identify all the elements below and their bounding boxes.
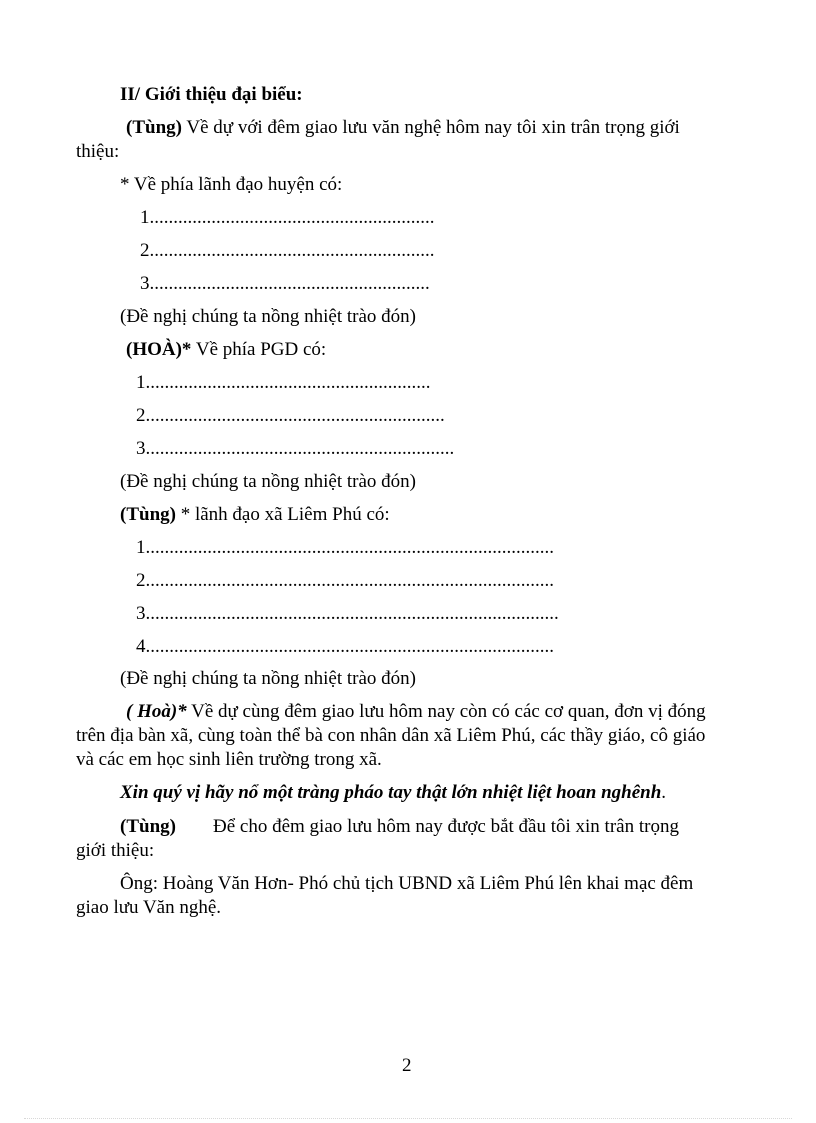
pgd-item-3: 3................................................................. [136, 438, 455, 459]
hoa-para-line-2: trên địa bàn xã, cùng toàn thể bà con nhân dân xã Liêm Phú, các thầy giáo, cô giáo [76, 725, 706, 746]
section-title: II/ Giới thiệu đại biểu: [120, 84, 303, 105]
intro-line-1 [126, 116, 680, 140]
applause-note-2: (Đề nghị chúng ta nồng nhiệt trào đón) [120, 471, 417, 492]
hoa-para-text: Về dự cùng đêm giao lưu hôm nay còn có các cơ quan, đơn vị đóng [186, 701, 706, 722]
speaker-label: (Tùng) [126, 117, 182, 138]
applause-call [120, 781, 666, 805]
applause-call-period: . [661, 782, 667, 803]
commune-item-2: 2...................................................................................... [136, 570, 554, 591]
commune-item-1: 1...................................................................................... [136, 537, 554, 558]
hoa-para-line-1 [126, 700, 706, 724]
speaker-intro-line-1: Ông: Hoàng Văn Hơn- Phó chủ tịch UBND xã Liêm Phú lên khai mạc đêm [120, 873, 694, 894]
applause-note-3: (Đề nghị chúng ta nồng nhiệt trào đón) [120, 668, 417, 689]
district-heading: * Về phía lãnh đạo huyện có: [120, 174, 343, 195]
commune-item-4: 4...................................................................................... [136, 636, 554, 657]
page-bottom-divider [24, 1118, 792, 1119]
pgd-text: Về phía PGD có: [191, 339, 327, 360]
applause-call-text: Xin quý vị hãy nổ một tràng pháo tay thật lớn nhiệt liệt hoan nghênh [120, 782, 662, 803]
pgd-item-2: 2............................................................... [136, 405, 445, 426]
intro-line-2: thiệu: [76, 141, 120, 162]
district-item-1: 1............................................................ [140, 207, 435, 228]
pgd-item-1: 1............................................................ [136, 372, 431, 393]
intro-text: Về dự với đêm giao lưu văn nghệ hôm nay tôi xin trân trọng giới [181, 117, 680, 138]
applause-note-1: (Đề nghị chúng ta nồng nhiệt trào đón) [120, 306, 417, 327]
speaker-intro-line-2: giao lưu Văn nghệ. [76, 897, 222, 918]
pgd-heading [126, 338, 326, 362]
district-item-3: 3........................................................... [140, 273, 430, 294]
district-item-2: 2............................................................ [140, 240, 435, 261]
hoa-para-line-3: và các em học sinh liên trường trong xã. [76, 749, 382, 770]
commune-text: * lãnh đạo xã Liêm Phú có: [175, 504, 390, 525]
speaker-label: ( Hoà)* [126, 701, 187, 722]
tung-speaker-label: (Tùng) [120, 816, 176, 837]
commune-item-3: 3....................................................................................... [136, 603, 559, 624]
tung-para-line-2: giới thiệu: [76, 840, 155, 861]
page-number: 2 [402, 1055, 412, 1076]
tung-para-line-1: Để cho đêm giao lưu hôm nay được bắt đầu tôi xin trân trọng [213, 816, 679, 837]
speaker-label: (HOÀ)* [126, 339, 192, 360]
speaker-label: (Tùng) [120, 504, 176, 525]
commune-heading [120, 503, 390, 527]
